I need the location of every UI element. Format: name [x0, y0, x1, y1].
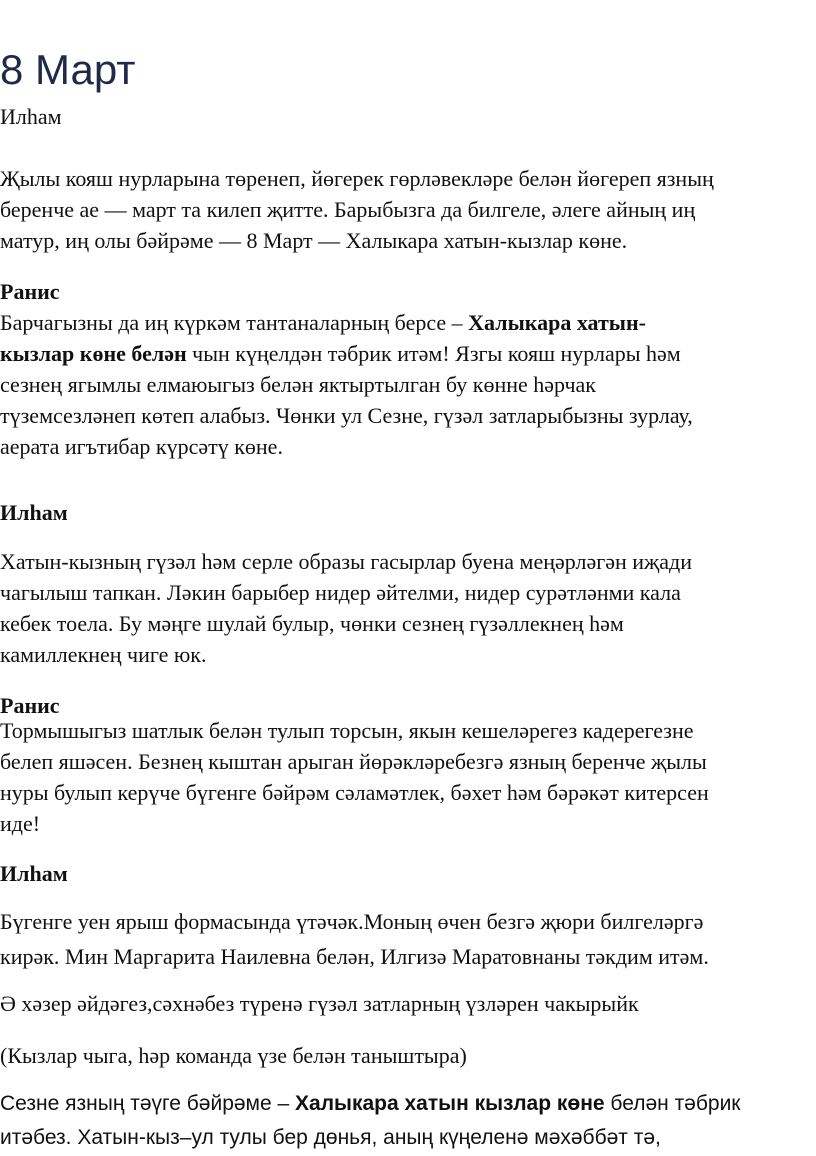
paragraph-line: кебек тоела. Бу мәңге шулай булыр, чөнки сезнең гүзәллекнең һәм — [0, 611, 624, 636]
paragraph-line: Тормышыгыз шатлык белән тулып торсын, якын кешеләрегез кадерегезне — [0, 718, 694, 743]
paragraph-line — [0, 1088, 816, 1119]
paragraph-text: Сезне язның тәүге бәйрәме – — [0, 1092, 296, 1115]
paragraph-line — [0, 307, 816, 338]
paragraph-line: нуры булып керүче бүгенге бәйрәм сәламәтлек, бәхет һәм бәрәкәт китерсен — [0, 780, 709, 805]
paragraph-line: итәбез. Хатын-кыз–ул тулы бер дөнья, аның күңеленә мәхәббәт тә, — [0, 1126, 661, 1149]
paragraph-line — [0, 338, 816, 369]
paragraph-line: камиллекнең чиге юк. — [0, 642, 207, 667]
speaker-label: Ранис — [0, 693, 60, 718]
paragraph-line: Хатын-кызның гүзәл һәм серле образы гасырлар буена меңәрләгән иҗади — [0, 549, 692, 574]
paragraph-line: аерата игътибар күрсәтү көне. — [0, 434, 283, 459]
highlight-text: Халыкара хатын кызлар көне — [295, 1092, 605, 1115]
paragraph-line: матур, иң олы бәйрәме — 8 Март — Халыкара хатын-кызлар көне. — [0, 228, 628, 253]
paragraph-line: кирәк. Мин Маргарита Наилевна белән, Илгизә Маратовнаны тәкдим итәм. — [0, 944, 709, 969]
speaker-label: Илһам — [0, 104, 62, 129]
paragraph-line: белеп яшәсен. Безнең кыштан арыган йөрәкләребезгә язның беренче җылы — [0, 749, 707, 774]
paragraph-text: Барчагызны да иң күркәм тантаналарның берсе – — [0, 310, 469, 335]
speaker-label: Ранис — [0, 279, 60, 304]
paragraph-text: белән тәбрик — [604, 1092, 741, 1115]
stage-direction: (Кызлар чыга, һәр команда үзе белән таныштыра) — [0, 1043, 467, 1068]
paragraph-line: иде! — [0, 811, 41, 836]
highlight-text: Халыкара хатын- — [468, 310, 646, 335]
paragraph-line: чагылыш тапкан. Ләкин барыбер нидер әйтелми, нидер сурәтләнми кала — [0, 580, 681, 605]
highlight-text: кызлар көне белән — [0, 341, 187, 366]
paragraph-text: чын күңелдән тәбрик итәм! Язгы кояш нурлары һәм — [186, 341, 681, 366]
document-title: 8 Март — [0, 46, 136, 93]
paragraph-line: түземсезләнеп көтеп алабыз. Чөнки ул Сезне, гүзәл затларыбызны зурлау, — [0, 403, 693, 428]
paragraph-line: Җылы кояш нурларына төренеп, йөгерек гөрләвекләре белән йөгереп язның — [0, 166, 714, 191]
paragraph-line: Бүгенге уен ярыш формасында үтәчәк.Моның өчен безгә җюри билгеләргә — [0, 909, 704, 934]
speaker-label: Илһам — [0, 861, 68, 886]
paragraph-line: беренче ае — март та килеп җитте. Барыбызга да билгеле, әлеге айның иң — [0, 197, 696, 222]
speaker-label: Илһам — [0, 500, 68, 525]
paragraph-line: сезнең ягымлы елмаюыгыз белән яктыртылган бу көнне һәрчак — [0, 372, 596, 397]
paragraph-line: Ә хәзер әйдәгез,сәхнәбез түренә гүзәл затларның үзләрен чакырыйк — [0, 991, 639, 1016]
